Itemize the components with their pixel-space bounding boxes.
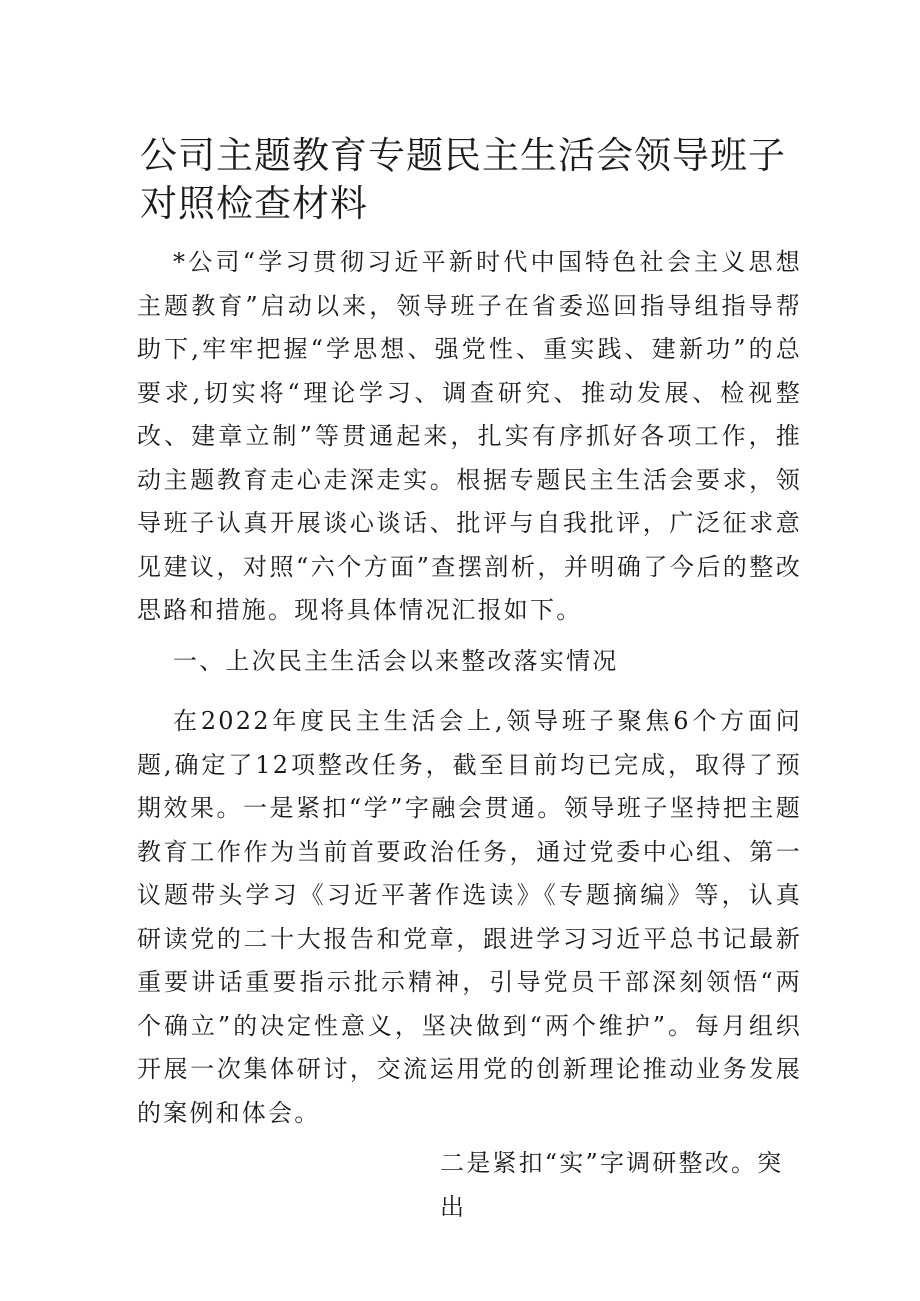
continuation-line: 二是紧扣“实”字调研整改。突出 bbox=[440, 1149, 784, 1221]
section-1-paragraph: 在2022年度民主生活会上,领导班子聚焦6个方面问题,确定了12项整改任务，截至目前均已完成，取得了预期效果。一是紧扣“学”字融会贯通。领导班子坚持把主题教育工作作为当前首要政治任务，通过党委中心组、第一议题带头学习《习近平著作选读》《专题摘编》等，认真研读党的二十大报告和党章，跟进学习习近平总书记最新重要讲话重要指示批示精神，引导党员干部深刻领悟“两个确立”的决定性意义，坚决做到“两个维护”。每月组织开展一次集体研讨，交流运用党的创新理论推动业务发展的案例和体会。 bbox=[137, 707, 802, 1127]
intro-paragraph: *公司“学习贯彻习近平新时代中国特色社会主义思想主题教育”启动以来，领导班子在省委巡回指导组指导帮助下,牢牢把握“学思想、强党性、重实践、建新功”的总要求,切实将“理论学习、调查研究、推动发展、检视整改、建章立制”等贯通起来，扎实有序抓好各项工作，推动主题教育走心走深走实。根据专题民主生活会要求，领导班子认真开展谈心谈话、批评与自我批评，广泛征求意见建议，对照“六个方面”查摆剖析，并明确了今后的整改思路和措施。现将具体情况汇报如下。 bbox=[137, 248, 802, 624]
section-heading-1: 一、上次民主生活会以来整改落实情况 bbox=[173, 647, 619, 675]
document-title: 公司主题教育专题民主生活会领导班子对照检查材料 bbox=[140, 134, 786, 225]
